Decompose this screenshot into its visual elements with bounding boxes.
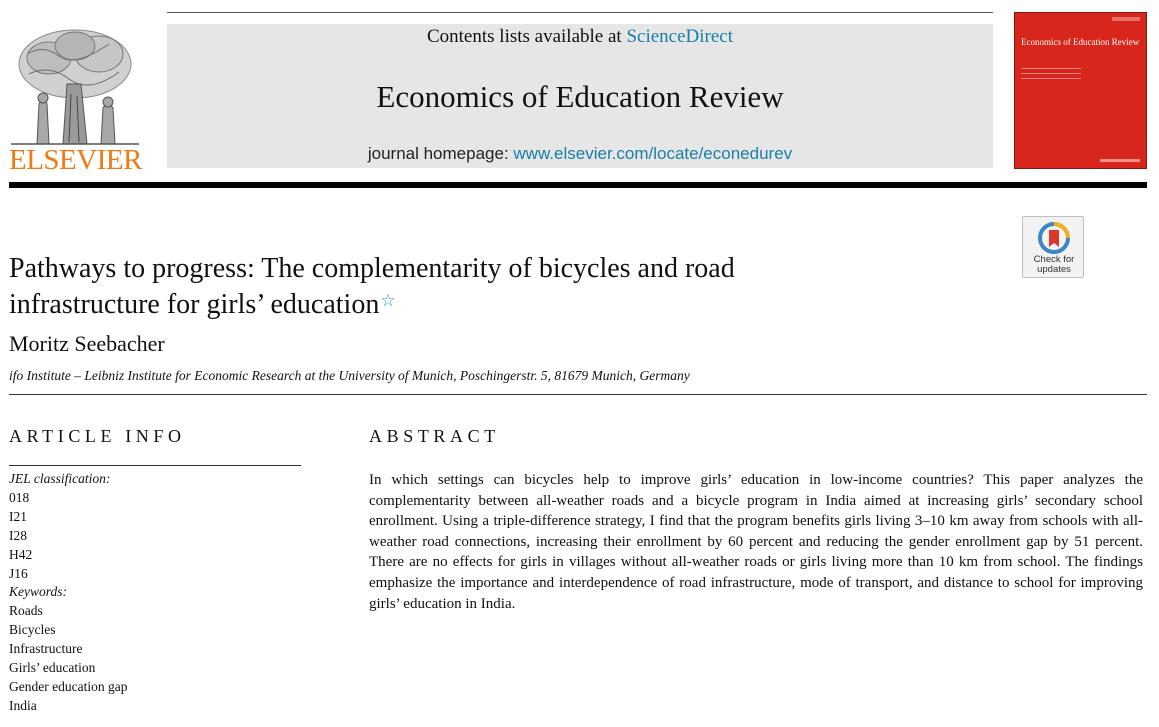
keyword-item: Bicycles bbox=[9, 622, 56, 638]
cover-title: Economics of Education Review bbox=[1021, 37, 1140, 47]
journal-cover-thumbnail[interactable] bbox=[1014, 12, 1147, 169]
journal-homepage-link[interactable]: www.elsevier.com/locate/econedurev bbox=[513, 144, 793, 163]
header-divider bbox=[9, 182, 1147, 188]
abstract-text: In which settings can bicycles help to improve girls’ education in low-income countries? This paper analyzes the complementarity between all-weather roads and a bicycle program in India aimed at increasing girls’ secondary school enrollment. Using a triple-difference strategy, I find that the program benefits girls living 3–10 km away from schools with all-weather road connections, increasing their enrollment by 60 percent and reducing the gender enrollment gap by 51 percent. There are no effects for girls in villages without all-weather roads or girls living more than 10 km from school. The findings emphasize the importance and interdependence of road infrastructure, mode of transport, and distance to school for improving girls’ education in India. bbox=[369, 472, 1143, 612]
contents-line bbox=[167, 26, 993, 48]
crossmark-line1: Check for bbox=[1033, 254, 1075, 265]
tree-logo-icon bbox=[9, 24, 141, 146]
article-info-divider bbox=[9, 465, 301, 466]
sciencedirect-link[interactable]: ScienceDirect bbox=[626, 26, 734, 47]
keyword-item: Infrastructure bbox=[9, 641, 83, 657]
keyword-item: Roads bbox=[9, 603, 43, 619]
affiliation-divider bbox=[9, 394, 1147, 395]
keyword-item: Girls’ education bbox=[9, 660, 96, 676]
jel-code: I28 bbox=[9, 527, 27, 543]
article-title-line1: Pathways to progress: The complementarity of bicycles and road bbox=[9, 253, 735, 284]
jel-code: H42 bbox=[9, 546, 33, 562]
keyword-item: India bbox=[9, 697, 37, 713]
check-for-updates-label bbox=[1023, 255, 1085, 275]
jel-code: 018 bbox=[9, 489, 30, 505]
homepage-prefix: journal homepage: bbox=[367, 144, 509, 163]
homepage-line bbox=[167, 144, 993, 164]
crossmark-line2: updates bbox=[1037, 264, 1071, 275]
journal-title: Economics of Education Review bbox=[376, 79, 784, 114]
title-footnote-star-icon[interactable]: ☆ bbox=[380, 291, 396, 310]
jel-code: I21 bbox=[9, 508, 27, 524]
jel-classification-label: JEL classification: bbox=[9, 471, 111, 486]
article-info-heading: ARTICLE INFO bbox=[9, 426, 186, 446]
cover-footer-mark bbox=[1100, 159, 1140, 162]
keyword-item: Gender education gap bbox=[9, 678, 128, 694]
elsevier-logo[interactable] bbox=[9, 24, 142, 176]
journal-banner bbox=[167, 24, 993, 168]
article-info-panel bbox=[9, 470, 309, 716]
header-top-rule bbox=[167, 12, 993, 13]
elsevier-wordmark: ELSEVIER bbox=[9, 144, 142, 176]
author-affiliation: ifo Institute – Leibniz Institute for Economic Research at the University of Munich, Poschingerstr. 5, 81679 Munich, Germany bbox=[9, 368, 690, 383]
jel-code: J16 bbox=[9, 565, 28, 581]
contents-prefix: Contents lists available at bbox=[426, 26, 622, 47]
cover-issn-mark bbox=[1112, 17, 1140, 21]
check-for-updates-button[interactable] bbox=[1022, 216, 1084, 278]
article-title-line2: infrastructure for girls’ education bbox=[9, 289, 380, 320]
author-name[interactable]: Moritz Seebacher bbox=[9, 331, 165, 356]
keywords-label: Keywords: bbox=[9, 584, 67, 600]
crossmark-icon bbox=[1037, 221, 1071, 255]
cover-editor-lines bbox=[1021, 68, 1081, 83]
article-title bbox=[9, 251, 949, 323]
abstract-heading: ABSTRACT bbox=[369, 426, 500, 446]
